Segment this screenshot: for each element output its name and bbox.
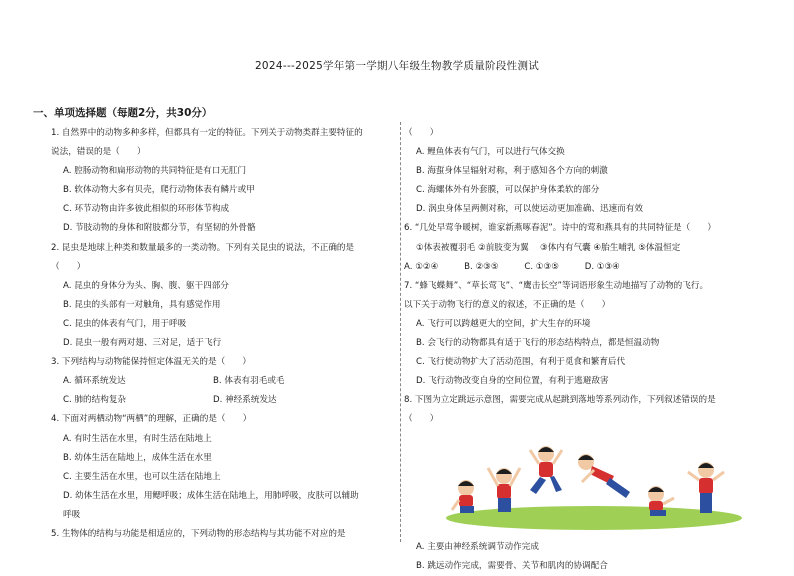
- grass-ground: [446, 506, 742, 530]
- q1-stem: 1. 自然界中的动物多种多样，但都具有一定的特征。下列关于动物类群主要特征的: [51, 128, 363, 138]
- q2-stem: 2. 昆虫是地球上种类和数量最多的一类动物。下列有关昆虫的说法，不正确的是: [51, 242, 355, 253]
- q7-stem-cont: 以下关于动物飞行的意义的叙述，不正确的是（ ）: [404, 299, 611, 310]
- q4-option-d: D. 幼体生活在水里，用鳃呼吸；成体生活在陆地上，用肺呼吸，皮肤可以辅助: [63, 490, 359, 501]
- long-jump-illustration: [444, 432, 744, 532]
- q3-option-b: B. 体表有羽毛或毛: [213, 376, 285, 387]
- q6-statements: ①体表被覆羽毛 ②前肢变为翼 ③体内有气囊 ④胎生哺乳 ⑤体温恒定: [416, 242, 681, 253]
- q4-option-b: B. 幼体生活在陆地上，成体生活在水里: [63, 452, 212, 463]
- q8-stem: 8. 下图为立定跳远示意图，需要完成从起跳到落地等系列动作，下列叙述错误的是: [404, 395, 716, 406]
- jumper-flight: [578, 454, 630, 498]
- jumper-leap: [530, 446, 562, 494]
- q5-paren: （ ）: [404, 128, 439, 138]
- q5-option-a: A. 鲤鱼体表有气门，可以进行气体交换: [416, 147, 565, 158]
- q5-option-d: D. 涡虫身体呈两侧对称，可以使运动更加准确、迅速而有效: [416, 204, 643, 215]
- q7-stem: 7. “蜂飞蝶舞”、“草长莺飞”、“鹰击长空”等词语形象生动地描写了动物的飞行。: [404, 280, 709, 291]
- q1-option-b: B. 软体动物大多有贝壳，爬行动物体表有鳞片或甲: [63, 185, 255, 196]
- q8-option-a: A. 主要由神经系统调节动作完成: [416, 541, 539, 552]
- q1-option-a: A. 腔肠动物和扁形动物的共同特征是有口无肛门: [63, 166, 247, 177]
- section-heading: 一、单项选择题（每题2分，共30分）: [33, 107, 213, 119]
- q3-option-d: D. 神经系统发达: [213, 395, 277, 406]
- q7-option-b: B. 会飞行的动物都具有适于飞行的形态结构特点，都是恒温动物: [416, 338, 660, 349]
- q5-stem: 5. 生物体的结构与功能是相适应的，下列动物的形态结构与其功能不对应的是: [51, 528, 346, 539]
- q6-choices: A. ①②④ B. ②③⑤ C. ①③⑤ D. ①③④: [404, 261, 620, 272]
- q5-option-b: B. 海蜇身体呈辐射对称，利于感知各个方向的刺激: [416, 166, 608, 177]
- q3-options-ab: [51, 372, 391, 391]
- jumper-standing: [688, 462, 724, 513]
- q3-stem: 3. 下列结构与动物能保持恒定体温无关的是（ ）: [51, 357, 251, 368]
- q3-option-c: C. 肺的结构复杂: [63, 395, 127, 406]
- jumper-takeoff: [488, 468, 520, 512]
- long-jump-figure: [444, 432, 744, 532]
- q7-option-c: C. 飞行使动物扩大了活动范围，有利于觅食和繁育后代: [416, 357, 626, 368]
- q1-stem-cont: 说法，错误的是（ ）: [51, 147, 146, 158]
- left-column: [51, 124, 391, 544]
- jumper-crouch: [452, 480, 474, 513]
- q1-option-c: C. 环节动物由许多彼此相似的环形体节构成: [63, 204, 230, 215]
- q4-option-c: C. 主要生活在水里，也可以生活在陆地上: [63, 471, 221, 482]
- q7-option-d: D. 飞行动物改变自身的空间位置，有利于逃避敌害: [416, 376, 609, 387]
- q3-options-cd: [51, 391, 391, 410]
- q1-option-d: D. 节肢动物的身体和附肢都分节，有坚韧的外骨骼: [63, 223, 256, 234]
- column-divider: [400, 122, 401, 542]
- q2-stem-cont: （ ）: [51, 261, 86, 272]
- q2-option-a: A. 昆虫的身体分为头、胸、腹、躯干四部分: [63, 280, 229, 291]
- q3-option-a: A. 循环系统发达: [63, 376, 126, 387]
- q8-stem-cont: （ ）: [404, 414, 439, 425]
- q4-stem: 4. 下面对两栖动物“两栖”的理解，正确的是（ ）: [51, 414, 252, 425]
- q5-option-c: C. 海螺体外有外套膜，可以保护身体柔软的部分: [416, 185, 600, 196]
- q2-option-c: C. 昆虫的体表有气门，用于呼吸: [63, 318, 187, 329]
- q8-option-b: B. 跳远动作完成，需要骨、关节和肌肉的协调配合: [416, 560, 608, 571]
- q2-option-b: B. 昆虫的头部有一对触角，具有感觉作用: [63, 299, 221, 310]
- q7-option-a: A. 飞行可以跨越更大的空间，扩大生存的环境: [416, 318, 591, 329]
- q6-stem: 6. “几处早莺争暖树，谁家新燕啄春泥”。诗中的莺和燕具有的共同特征是（ ）: [404, 223, 717, 234]
- q2-option-d: D. 昆虫一般有两对翅、三对足，适于飞行: [63, 338, 222, 349]
- q4-option-a: A. 有时生活在水里，有时生活在陆地上: [63, 433, 212, 444]
- q4-option-d-cont: 呼吸: [63, 509, 81, 520]
- exam-title: 2024---2025学年第一学期八年级生物教学质量阶段性测试: [254, 60, 540, 72]
- right-column: [404, 124, 774, 576]
